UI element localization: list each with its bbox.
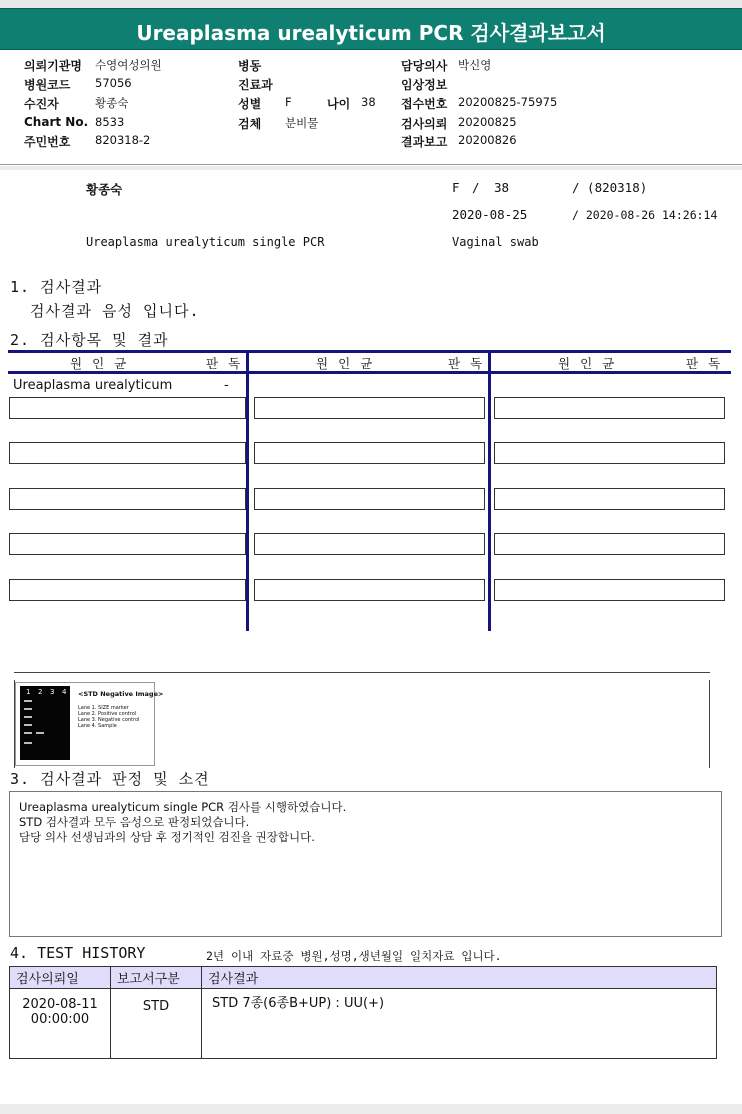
gel-legend-item: Lane 1. SIZE marker (78, 705, 129, 711)
gel-legend-item: Lane 3. Negative control (78, 717, 140, 723)
result-box (9, 397, 246, 419)
label-resident-no: 주민번호 (24, 135, 71, 149)
value-request-date: 20200825 (458, 115, 517, 129)
pathogen-result: - (224, 378, 229, 393)
patient-sep: / (472, 180, 480, 195)
label-specimen: 검체 (238, 117, 262, 131)
history-time: 00:00:00 (30, 1012, 90, 1027)
gel-band (24, 724, 32, 726)
value-hospital-code: 57056 (95, 76, 132, 90)
patient-birth: / (820318) (572, 180, 648, 195)
col-pathogen-3: 원인균 (558, 356, 625, 371)
opinion-line: 담당 의사 선생님과의 상담 후 정기적인 검진을 권장합니다. (19, 830, 315, 844)
header-divider (0, 164, 742, 165)
lane-number: 4 (62, 688, 67, 696)
history-date-cell (10, 989, 111, 1059)
label-ward: 병동 (238, 59, 262, 73)
result-box (254, 442, 485, 464)
label-hospital-code: 병원코드 (24, 78, 71, 92)
result-box (494, 397, 725, 419)
result-grid-divider-2 (488, 352, 491, 631)
result-box (9, 488, 246, 510)
result-grid-top-line (8, 350, 731, 353)
result-box (494, 488, 725, 510)
history-col-date: 검사의뢰일 (10, 967, 111, 989)
value-patient: 황종숙 (95, 96, 129, 110)
label-sex: 성별 (238, 97, 262, 111)
col-pathogen-1: 원인균 (70, 356, 137, 371)
table-row (10, 989, 717, 1059)
result-box (9, 442, 246, 464)
gel-image (20, 686, 70, 760)
label-report-date: 결과보고 (401, 135, 448, 149)
value-age: 38 (361, 95, 376, 109)
result-grid-divider-1 (246, 352, 249, 631)
section4-heading: 4. TEST HISTORY (10, 944, 146, 962)
value-report-date: 20200826 (458, 133, 517, 147)
history-header-row (10, 967, 717, 989)
history-col-type: 보고서구분 (111, 967, 202, 989)
label-age: 나이 (327, 97, 351, 111)
value-requesting-institution: 수영여성의원 (95, 58, 162, 72)
label-chart-no: Chart No. (24, 115, 89, 129)
patient-age: 38 (494, 180, 510, 195)
bottom-strip (0, 1104, 742, 1114)
lane-number: 2 (38, 688, 43, 696)
result-box (9, 579, 246, 601)
col-judge-3: 판독 (686, 356, 731, 371)
history-date: 2020-08-11 (22, 997, 98, 1012)
received-date: 2020-08-25 (452, 207, 528, 222)
value-sex: F (285, 95, 292, 109)
result-box (494, 533, 725, 555)
specimen-type: Vaginal swab (452, 235, 539, 249)
gel-band (24, 732, 32, 734)
patient-sex: F (452, 180, 460, 195)
col-pathogen-2: 원인균 (316, 356, 383, 371)
pathogen-name: Ureaplasma urealyticum (13, 378, 173, 393)
test-name: Ureaplasma urealyticum single PCR (86, 235, 325, 249)
result-box (9, 533, 246, 555)
gel-top-line (14, 672, 710, 673)
label-physician: 담당의사 (401, 59, 448, 73)
label-receipt-no: 접수번호 (401, 97, 448, 111)
gel-legend-item: Lane 2. Positive control (78, 711, 137, 717)
gel-legend-item: Lane 4. Sample (78, 723, 117, 729)
opinion-box (9, 791, 722, 937)
history-col-result: 검사결과 (202, 967, 717, 989)
label-clinical-info: 임상정보 (401, 78, 448, 92)
history-table (9, 966, 717, 1059)
report-title: Ureaplasma urealyticum PCR 검사결과보고서 (136, 21, 606, 45)
section3-heading: 3. 검사결과 판정 및 소견 (10, 770, 210, 788)
gel-band (24, 700, 32, 702)
title-bar (0, 8, 742, 50)
section2-heading: 2. 검사항목 및 결과 (10, 331, 169, 349)
history-type: STD (111, 989, 202, 1059)
gel-band (36, 732, 44, 734)
section1-result-text: 검사결과 음성 입니다. (30, 302, 200, 320)
header-divider-shade (0, 166, 742, 170)
gel-legend (78, 705, 139, 729)
section1-heading: 1. 검사결과 (10, 278, 103, 296)
label-requesting-institution: 의뢰기관명 (24, 59, 82, 73)
result-box (254, 579, 485, 601)
col-judge-2: 판독 (448, 356, 493, 371)
lane-number: 1 (26, 688, 31, 696)
result-box (494, 442, 725, 464)
result-box (254, 488, 485, 510)
lane-number: 3 (50, 688, 55, 696)
reported-datetime: / 2020-08-26 14:26:14 (572, 208, 718, 222)
value-resident-no: 820318-2 (95, 133, 151, 147)
patient-name: 황종숙 (86, 182, 123, 197)
gel-caption-title: <STD Negative Image> (78, 690, 164, 698)
result-box (494, 579, 725, 601)
label-department: 진료과 (238, 78, 273, 92)
value-chart-no: 8533 (95, 115, 125, 129)
top-strip (0, 0, 742, 8)
opinion-line: Ureaplasma urealyticum single PCR 검사를 시행하였습니다. (19, 800, 347, 814)
gel-band (24, 716, 32, 718)
label-patient: 수진자 (24, 97, 59, 111)
value-physician: 박신영 (458, 58, 492, 72)
value-specimen: 분비물 (285, 116, 319, 130)
section4-note: 2년 이내 자료중 병원,성명,생년월일 일치자료 입니다. (206, 949, 502, 963)
gel-band (24, 742, 32, 744)
history-result: STD 7종(6종B+UP) : UU(+) (202, 989, 717, 1059)
col-judge-1: 판독 (206, 356, 251, 371)
gel-band (24, 708, 32, 710)
result-box (254, 397, 485, 419)
label-request-date: 검사의뢰 (401, 117, 448, 131)
value-receipt-no: 20200825-75975 (458, 95, 558, 109)
result-box (254, 533, 485, 555)
opinion-line: STD 검사결과 모두 음성으로 판정되었습니다. (19, 815, 250, 829)
